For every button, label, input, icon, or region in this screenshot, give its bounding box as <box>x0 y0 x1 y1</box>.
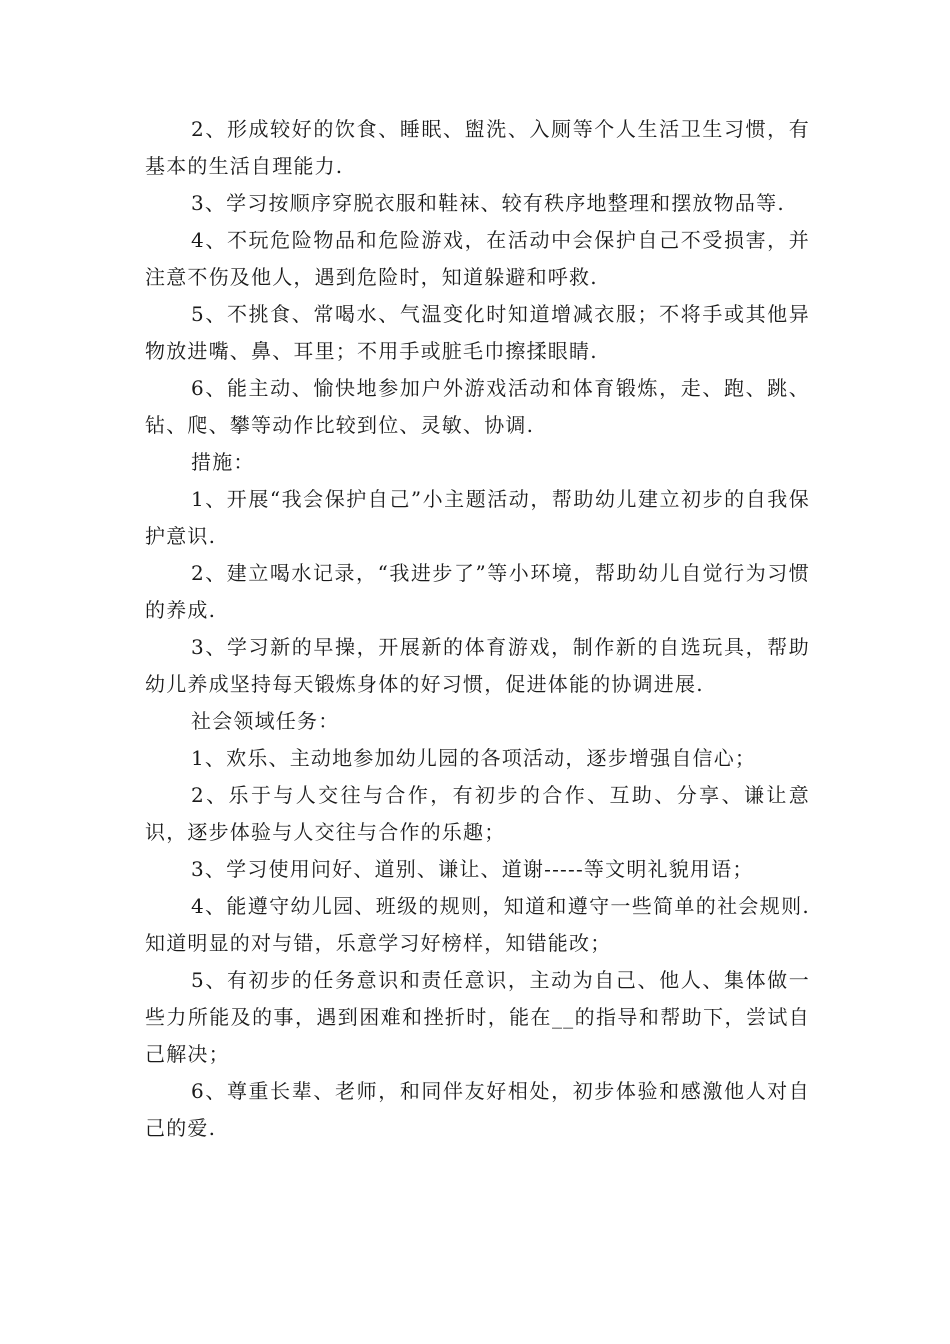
paragraph-social-task-1: 1、欢乐、主动地参加幼儿园的各项活动，逐步增强自信心； <box>191 746 757 770</box>
paragraph-health-goal-6: 6、能主动、愉快地参加户外游戏活动和体育锻炼，走、跑、跳、钻、爬、攀等动作比较到位、灵敏、协调. <box>145 376 810 437</box>
paragraph-social-task-4: 4、能遵守幼儿园、班级的规则，知道和遵守一些简单的社会规则.知道明显的对与错，乐意学习好榜样，知错能改； <box>145 894 810 955</box>
paragraph-social-task-5: 5、有初步的任务意识和责任意识，主动为自己、他人、集体做一些力所能及的事，遇到困难和挫折时，能在__的指导和帮助下，尝试自己解决； <box>145 968 810 1066</box>
paragraph-health-goal-2: 2、形成较好的饮食、睡眠、盥洗、入厕等个人生活卫生习惯，有基本的生活自理能力. <box>145 117 810 178</box>
paragraph-measure-2: 2、建立喝水记录，“我进步了”等小环境，帮助幼儿自觉行为习惯的养成. <box>145 561 810 622</box>
paragraph-health-goal-5: 5、不挑食、常喝水、气温变化时知道增减衣服；不将手或其他异物放进嘴、鼻、耳里；不用手或脏毛巾擦揉眼睛. <box>145 302 810 363</box>
document-body <box>145 111 810 1147</box>
paragraph-measure-1: 1、开展“我会保护自己”小主题活动，帮助幼儿建立初步的自我保护意识. <box>145 487 810 548</box>
paragraph-health-goal-3: 3、学习按顺序穿脱衣服和鞋袜、较有秩序地整理和摆放物品等. <box>191 191 785 215</box>
paragraph-health-goal-4: 4、不玩危险物品和危险游戏，在活动中会保护自己不受损害，并注意不伤及他人，遇到危险时，知道躲避和呼救. <box>145 228 810 289</box>
paragraph-measure-3: 3、学习新的早操，开展新的体育游戏，制作新的自选玩具，帮助幼儿养成坚持每天锻炼身体的好习惯，促进体能的协调进展. <box>145 635 810 696</box>
section-heading-measures: 措施： <box>191 450 255 474</box>
paragraph-social-task-3: 3、学习使用问好、道别、谦让、道谢-----等文明礼貌用语； <box>191 857 754 881</box>
paragraph-social-task-2: 2、乐于与人交往与合作，有初步的合作、互助、分享、谦让意识，逐步体验与人交往与合作的乐趣； <box>145 783 810 844</box>
section-heading-social-tasks: 社会领域任务： <box>191 709 340 733</box>
paragraph-social-task-6: 6、尊重长辈、老师，和同伴友好相处，初步体验和感激他人对自己的爱. <box>145 1079 810 1140</box>
